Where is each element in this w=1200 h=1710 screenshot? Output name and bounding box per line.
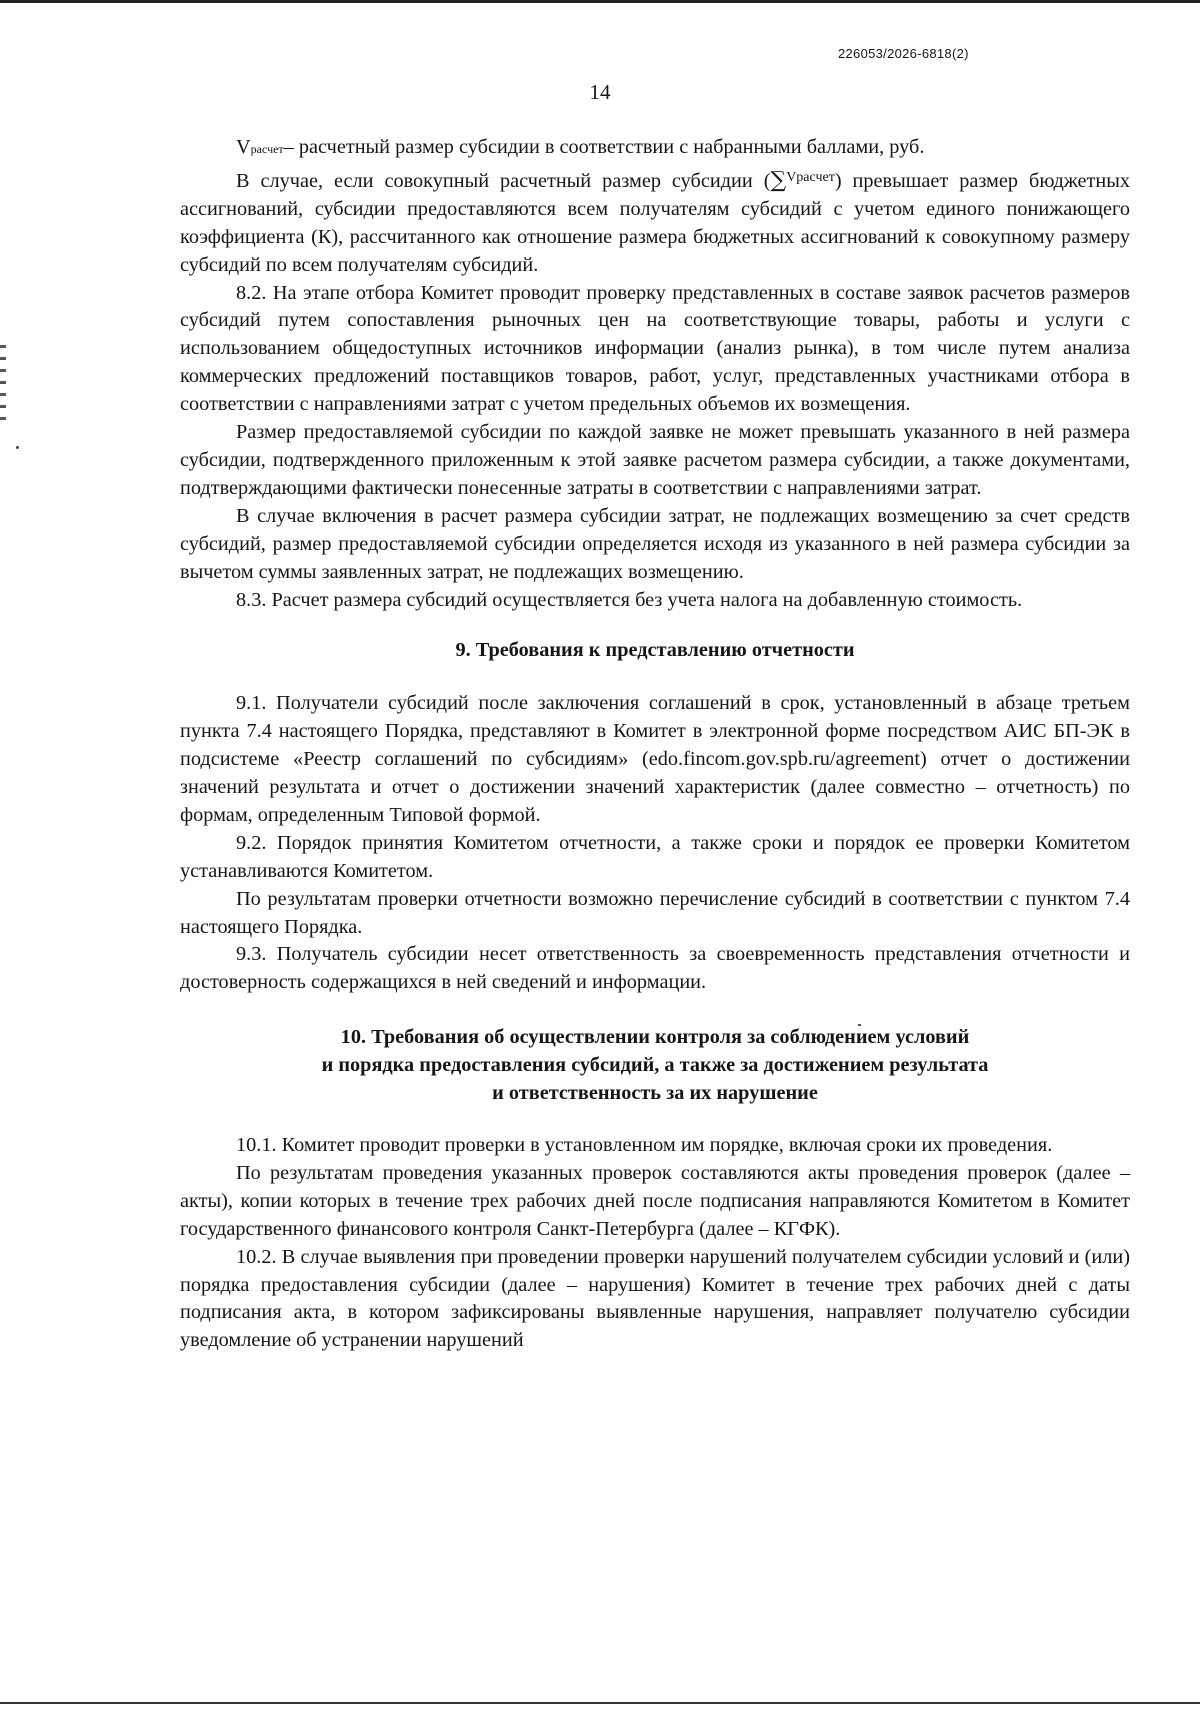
paragraph-8-2-exclusion: В случае включения в расчет размера субсидии затрат, не подлежащих возмещению за счет средств субсидий, размер предоставляемой субсидии определяется исходя из указанного в ней размера субсидии за вычетом суммы заявленных затрат, не подлежащих возмещению. <box>180 504 1130 583</box>
paragraph-10-2: 10.2. В случае выявления при проведении проверки нарушений получателем субсидии условий и (или) порядка предоставления субсидии (далее – нарушения) Комитет в течение трех рабочих дней с даты подписания акта, в котором зафиксированы выявленные нарушения, направляет получателю субсидии уведомление об устранении нарушений <box>180 1245 1130 1352</box>
scan-margin-marks <box>0 345 6 425</box>
sum-sign: ∑ <box>770 167 787 193</box>
section-10-heading <box>180 1024 1130 1108</box>
paragraph-text: ) превышает размер бюджетных ассигнований, субсидии предоставляются всем получателям субсидий с учетом единого понижающего коэффициента (К), рассчитанного как отношение размера бюджетных ассигнований к совокупному размеру субсидий по всем получателям субсидий. <box>180 169 1130 276</box>
section-10-heading-line: 10. Требования об осуществлении контроля за соблюдением условий <box>340 1026 970 1049</box>
section-10-heading-line: и ответственность за их нарушение <box>492 1082 818 1105</box>
paragraph-9-1: 9.1. Получатели субсидий после заключения соглашений в срок, установленный в абзаце третьем пункта 7.4 настоящего Порядка, представляют в Комитет в электронной форме посредством АИС БП-ЭК в подсистеме «Реестр соглашений по субсидиям» (edo.fincom.gov.spb.ru/agreement) отчет о достижении значений результата и отчет о достижении значений характеристик (далее совместно – отчетность) по формам, определенным Типовой формой. <box>180 692 1130 826</box>
formula-definition-text: – расчетный размер субсидии в соответствии с набранными баллами, руб. <box>283 136 925 158</box>
section-10-heading-line: и порядка предоставления субсидий, а также за достижением результата <box>321 1054 989 1077</box>
page-number: 14 <box>589 80 611 104</box>
formula-v: V <box>236 136 251 158</box>
bottom-scan-border <box>0 1702 1200 1704</box>
paragraph-text: В случае, если совокупный расчетный размер субсидии ( <box>236 169 771 192</box>
paragraph-8-2: 8.2. На этапе отбора Комитет проводит проверку представленных в составе заявок расчетов размеров субсидий путем сопоставления рыночных цен на соответствующие товары, работы и услуги с использованием общедоступных источников информации (анализ рынка), в том числе путем анализа коммерческих предложений поставщиков товаров, работ, услуг, представленных участниками отбора в соответствии с направлениями затрат с учетом предельных объемов их возмещения. <box>180 281 1130 416</box>
formula-v-subscript: расчет <box>250 142 284 156</box>
paragraph-10-1-acts: По результатам проведения указанных проверок составляются акты проведения проверок (далее – акты), копии которых в течение трех рабочих дней после подписания направляются Комитетом в Комитет государственного финансового контроля Санкт-Петербурга (далее – КГФК). <box>180 1161 1130 1240</box>
paragraph-9-2-results: По результатам проверки отчетности возможно перечисление субсидий в соответствии с пунктом 7.4 настоящего Порядка. <box>180 887 1130 938</box>
paragraph-8-3: 8.3. Расчет размера субсидий осуществляется без учета налога на добавленную стоимость. <box>236 588 1023 611</box>
registration-number: 226053/2026-6818(2) <box>838 46 969 61</box>
paragraph-9-2: 9.2. Порядок принятия Комитетом отчетности, а также сроки и порядок ее проверки Комитетом устанавливаются Комитетом. <box>180 831 1130 882</box>
scan-margin-dot <box>16 446 19 449</box>
document-body <box>180 134 1130 1355</box>
paragraph-total-exceeds <box>180 164 1130 280</box>
top-scan-border <box>0 0 1200 3</box>
formula-definition <box>180 134 1130 164</box>
paragraph-9-3: 9.3. Получатель субсидии несет ответственность за своевременность представления отчетности и достоверность содержащихся в ней сведений и информации. <box>180 943 1130 994</box>
sum-term: Vрасчет <box>786 169 835 185</box>
paragraph-10-1: 10.1. Комитет проводит проверки в установленном им порядке, включая сроки их проведения. <box>236 1134 1053 1156</box>
section-9-heading: 9. Требования к представлению отчетности <box>455 639 855 662</box>
paragraph-8-2-amount: Размер предоставляемой субсидии по каждой заявке не может превышать указанного в ней размера субсидии, подтвержденного приложенным к этой заявке расчетом размера субсидии, а также документами, подтверждающими фактически понесенные затраты в соответствии с направлениями затрат. <box>180 421 1130 499</box>
